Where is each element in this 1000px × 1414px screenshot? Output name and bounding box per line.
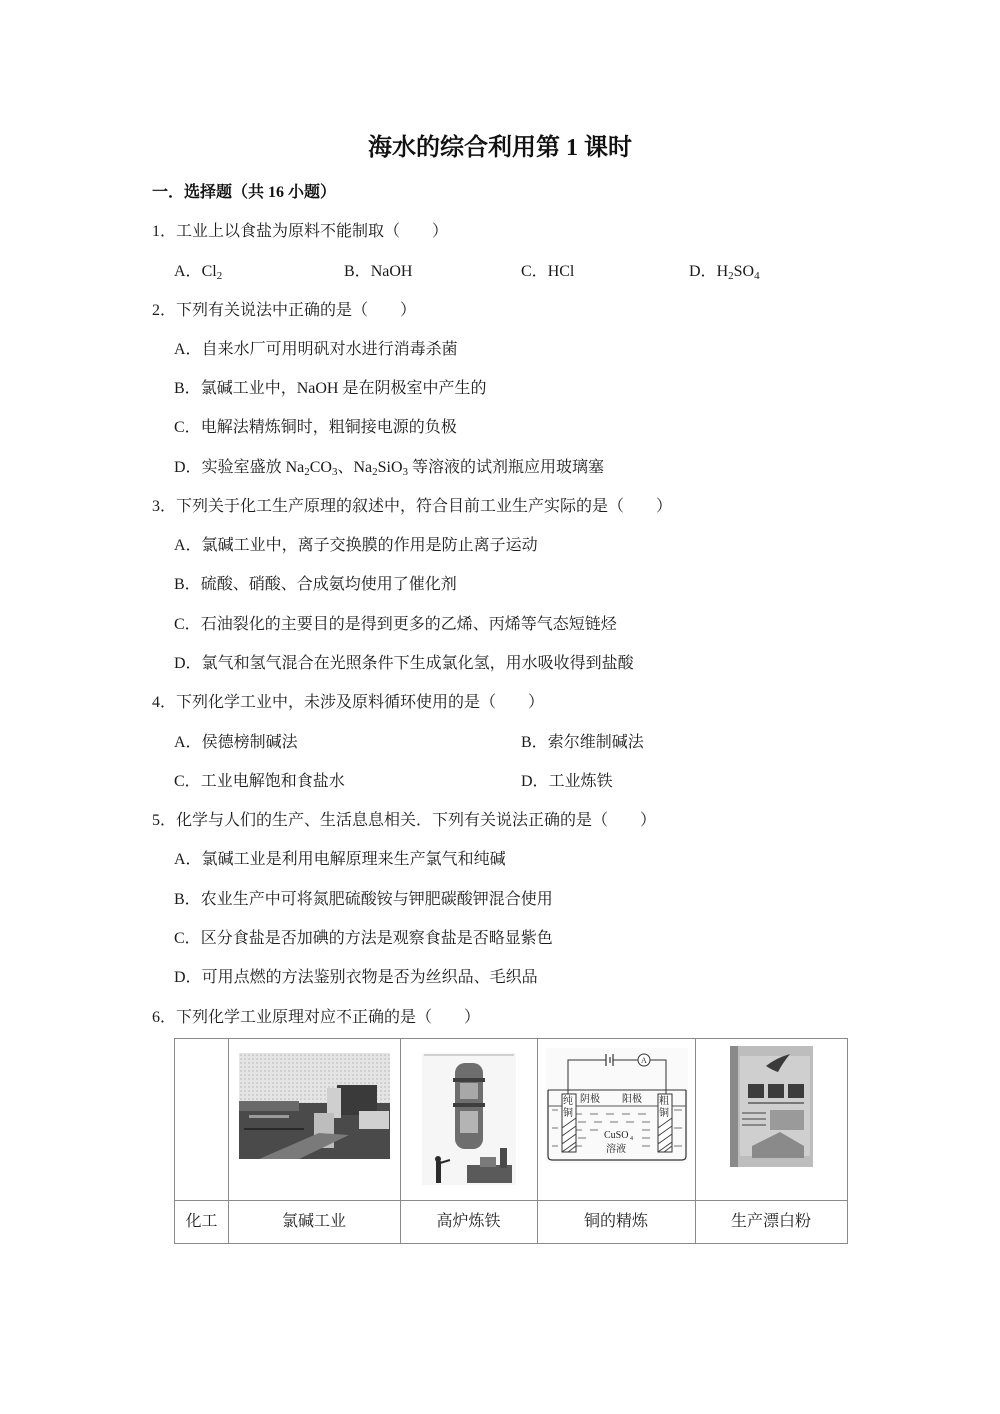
table-cell-copper-refining: 铜的精炼	[583, 1213, 648, 1230]
question-text: 下列有关说法中正确的是（ ）	[176, 302, 417, 319]
table-cell-bleaching-powder: 生产漂白粉	[730, 1213, 811, 1230]
question-4-stem	[152, 692, 544, 714]
q4-option-c: C．工业电解饱和食盐水	[174, 773, 345, 790]
q5-option-c: C．区分食盐是否加碘的方法是观察食盐是否略显紫色	[174, 930, 553, 947]
table-cell-blast-furnace: 高炉炼铁	[436, 1213, 501, 1230]
svg-text:铜: 铜	[563, 1108, 573, 1119]
anode-label: 阳极	[622, 1094, 642, 1105]
svg-text:4: 4	[630, 1136, 633, 1142]
question-number: 4．	[152, 694, 177, 711]
q3-option-a: A．氯碱工业中，离子交换膜的作用是防止离子运动	[174, 537, 538, 554]
copper-refining-diagram	[546, 1048, 688, 1163]
question-number: 6．	[152, 1009, 177, 1026]
svg-text:溶液: 溶液	[606, 1144, 626, 1155]
svg-text:纯: 纯	[563, 1096, 573, 1107]
cathode-label: 阴极	[580, 1094, 600, 1105]
question-text: 化学与人们的生产、生活息息相关．下列有关说法正确的是（ ）	[176, 812, 657, 829]
q5-option-d: D．可用点燃的方法鉴别衣物是否为丝织品、毛织品	[174, 969, 538, 986]
question-number: 5．	[152, 812, 177, 829]
q2-option-c: C．电解法精炼铜时，粗铜接电源的负极	[174, 419, 457, 436]
question-text: 工业上以食盐为原料不能制取（ ）	[176, 223, 449, 240]
question-5-stem	[152, 810, 656, 832]
svg-text:A: A	[641, 1056, 647, 1065]
q2-option-a: A．自来水厂可用明矾对水进行消毒杀菌	[174, 341, 458, 358]
q5-option-a: A．氯碱工业是利用电解原理来生产氯气和纯碱	[174, 851, 506, 868]
document-title: 海水的综合利用第 1 课时	[368, 135, 632, 161]
question-6-table	[174, 1038, 848, 1244]
question-3-stem	[152, 496, 672, 518]
q2-option-d: D．实验室盛放 $Na_2CO_3$、$Na_2SiO_3$ 等溶液的试剂瓶应用玻璃塞	[174, 459, 605, 478]
question-text: 下列化学工业中，未涉及原料循环使用的是（ ）	[176, 694, 545, 711]
question-1-stem	[152, 221, 448, 243]
question-text: 下列化学工业原理对应不正确的是（ ）	[176, 1009, 481, 1026]
q3-option-c: C．石油裂化的主要目的是得到更多的乙烯、丙烯等气态短链烃	[174, 616, 617, 633]
q2-option-b: B．氯碱工业中，NaOH 是在阴极室中产生的	[174, 380, 487, 397]
q1-option-d: D．$H_2SO_4$	[689, 263, 760, 282]
question-2-stem	[152, 300, 416, 322]
bleaching-powder-package-image	[730, 1046, 813, 1167]
q5-option-b: B．农业生产中可将氮肥硫酸铵与钾肥碳酸钾混合使用	[174, 891, 553, 908]
q4-option-b: B．索尔维制碱法	[521, 734, 644, 751]
svg-text:粗: 粗	[659, 1096, 669, 1107]
q4-option-d: D．工业炼铁	[521, 773, 613, 790]
question-text: 下列关于化工生产原理的叙述中，符合目前工业生产实际的是（ ）	[176, 498, 673, 515]
q1-option-c: C．HCl	[521, 263, 575, 280]
svg-text:CuSO: CuSO	[604, 1130, 629, 1141]
svg-text:铜: 铜	[659, 1108, 669, 1119]
blast-furnace-image	[422, 1053, 516, 1185]
q3-option-b: B．硫酸、硝酸、合成氨均使用了催化剂	[174, 576, 457, 593]
table-cell-chlor-alkali: 氯碱工业	[281, 1213, 346, 1230]
question-6-stem	[152, 1007, 480, 1029]
question-number: 1．	[152, 223, 177, 240]
q3-option-d: D．氯气和氢气混合在光照条件下生成氯化氢，用水吸收得到盐酸	[174, 655, 634, 672]
chlor-alkali-plant-image	[239, 1053, 390, 1159]
q1-option-b: B．NaOH	[344, 263, 413, 280]
section-header: 一．选择题（共 16 小题）	[152, 184, 337, 201]
q1-option-a: A．$Cl_2$	[174, 263, 223, 282]
question-number: 3．	[152, 498, 177, 515]
question-number: 2．	[152, 302, 177, 319]
q4-option-a: A．侯德榜制碱法	[174, 734, 298, 751]
table-row-header: 化工	[185, 1213, 218, 1230]
